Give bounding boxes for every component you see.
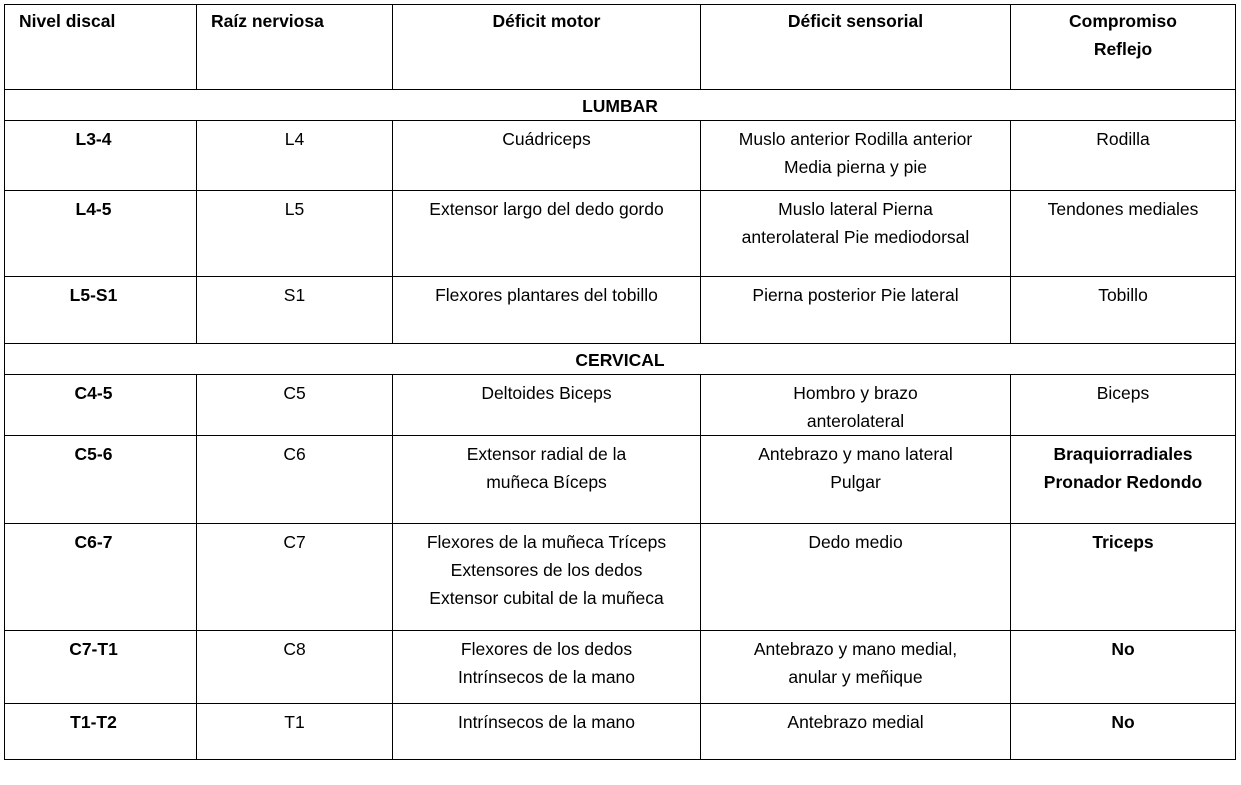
header-deficit-motor: Déficit motor: [393, 5, 701, 90]
motor-line: Extensor radial de la: [466, 444, 627, 464]
sensorial-line: Pierna posterior Pie lateral: [752, 285, 959, 305]
cell-raiz: C8: [197, 631, 393, 704]
cell-sensorial: [701, 375, 1011, 436]
motor-line: Flexores plantares del tobillo: [435, 285, 658, 305]
reflejo-line: Biceps: [1096, 383, 1150, 403]
cell-sensorial: [701, 191, 1011, 277]
reflejo-line: No: [1111, 639, 1135, 659]
cell-reflejo: [1011, 524, 1236, 631]
cell-nivel: C4-5: [5, 375, 197, 436]
cell-nivel: L3-4: [5, 121, 197, 191]
reflejo-line: Rodilla: [1096, 129, 1150, 149]
section-row-lumbar: [5, 90, 1236, 121]
cell-motor: [393, 631, 701, 704]
table-row: [5, 631, 1236, 704]
cell-nivel: T1-T2: [5, 704, 197, 760]
motor-line: Cuádriceps: [502, 129, 591, 149]
motor-line: Deltoides Biceps: [481, 383, 612, 403]
reflejo-line: Braquiorradiales: [1053, 444, 1193, 464]
cell-raiz: L4: [197, 121, 393, 191]
table-row: [5, 121, 1236, 191]
sensorial-line: Muslo lateral Pierna: [778, 199, 933, 219]
cell-sensorial: [701, 436, 1011, 524]
table-row: [5, 436, 1236, 524]
cell-raiz: C6: [197, 436, 393, 524]
cell-nivel: C7-T1: [5, 631, 197, 704]
cell-sensorial: [701, 631, 1011, 704]
cell-nivel: L5-S1: [5, 277, 197, 344]
nerve-root-table: [4, 4, 1236, 760]
cell-raiz: C7: [197, 524, 393, 631]
section-row-cervical: [5, 344, 1236, 375]
header-reflejo-line-1: Compromiso: [1069, 11, 1177, 31]
cell-reflejo: [1011, 704, 1236, 760]
cell-motor: [393, 191, 701, 277]
sensorial-line: anterolateral Pie mediodorsal: [741, 227, 970, 247]
cell-sensorial: [701, 524, 1011, 631]
motor-line: Intrínsecos de la mano: [457, 667, 636, 687]
reflejo-line: Tobillo: [1098, 285, 1148, 305]
cell-sensorial: [701, 704, 1011, 760]
section-title-lumbar: LUMBAR: [5, 90, 1236, 121]
cell-nivel: C6-7: [5, 524, 197, 631]
cell-reflejo: [1011, 631, 1236, 704]
table-row: [5, 524, 1236, 631]
cell-raiz: L5: [197, 191, 393, 277]
sensorial-line: Dedo medio: [808, 532, 903, 552]
sensorial-line: Media pierna y pie: [784, 157, 927, 177]
header-compromiso-reflejo: [1011, 5, 1236, 90]
cell-raiz: T1: [197, 704, 393, 760]
motor-line: Extensor largo del dedo gordo: [429, 199, 664, 219]
cell-raiz: S1: [197, 277, 393, 344]
sensorial-line: anular y meñique: [788, 667, 923, 687]
motor-line: Flexores de los dedos: [460, 639, 633, 659]
cell-sensorial: [701, 277, 1011, 344]
cell-raiz: C5: [197, 375, 393, 436]
reflejo-line: Triceps: [1092, 532, 1154, 552]
cell-reflejo: [1011, 121, 1236, 191]
sensorial-line: anterolateral: [806, 411, 905, 431]
table-row: [5, 375, 1236, 436]
motor-line: muñeca Bíceps: [486, 472, 607, 492]
reflejo-line: Pronador Redondo: [1043, 472, 1203, 492]
cell-motor: [393, 436, 701, 524]
cell-reflejo: [1011, 375, 1236, 436]
motor-line: Intrínsecos de la mano: [457, 712, 636, 732]
sensorial-line: Hombro y brazo: [793, 383, 918, 403]
motor-line: Extensores de los dedos: [450, 560, 643, 580]
cell-nivel: L4-5: [5, 191, 197, 277]
cell-motor: [393, 704, 701, 760]
header-deficit-sensorial: Déficit sensorial: [701, 5, 1011, 90]
header-nivel-discal: Nivel discal: [5, 5, 197, 90]
reflejo-line: No: [1111, 712, 1135, 732]
cell-motor: [393, 375, 701, 436]
cell-motor: [393, 524, 701, 631]
cell-nivel: C5-6: [5, 436, 197, 524]
cell-reflejo: [1011, 277, 1236, 344]
header-raiz-nerviosa: Raíz nerviosa: [197, 5, 393, 90]
table-row: [5, 277, 1236, 344]
cell-motor: [393, 277, 701, 344]
sensorial-line: Antebrazo medial: [787, 712, 924, 732]
section-title-cervical: CERVICAL: [5, 344, 1236, 375]
header-row: [5, 5, 1236, 90]
motor-line: Flexores de la muñeca Tríceps: [426, 532, 667, 552]
reflejo-line: Tendones mediales: [1047, 199, 1199, 219]
header-reflejo-line-2: Reflejo: [1093, 39, 1153, 59]
cell-motor: [393, 121, 701, 191]
sensorial-line: Pulgar: [830, 472, 881, 492]
motor-line: Extensor cubital de la muñeca: [429, 588, 664, 608]
sensorial-line: Antebrazo y mano lateral: [758, 444, 953, 464]
cell-sensorial: [701, 121, 1011, 191]
cell-reflejo: [1011, 191, 1236, 277]
table-row: [5, 191, 1236, 277]
sensorial-line: Muslo anterior Rodilla anterior: [738, 129, 973, 149]
sensorial-line: Antebrazo y mano medial,: [753, 639, 958, 659]
table-row: [5, 704, 1236, 760]
cell-reflejo: [1011, 436, 1236, 524]
